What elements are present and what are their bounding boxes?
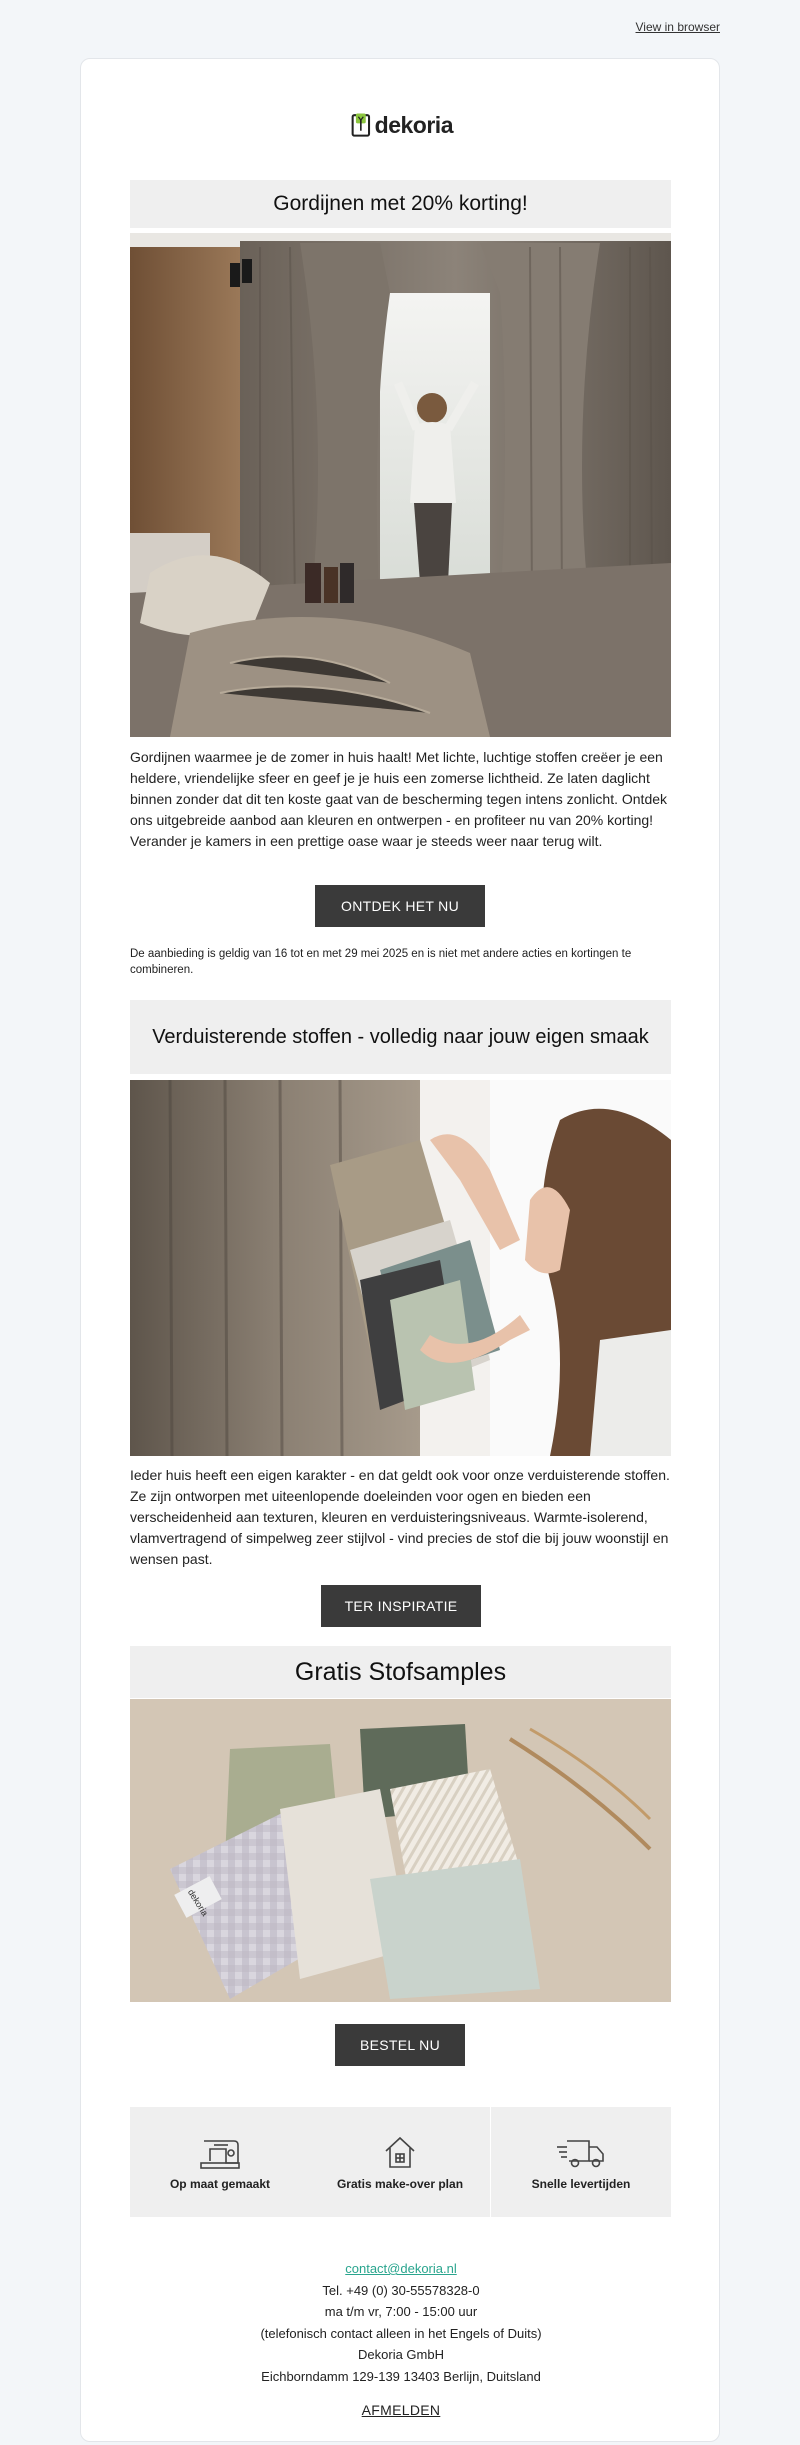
feature-label: Gratis make-over plan bbox=[336, 2177, 464, 2191]
feature-made-to-measure bbox=[130, 2107, 310, 2217]
features-bar bbox=[130, 2107, 671, 2217]
house-icon bbox=[380, 2133, 420, 2171]
section-title-blackout: Verduisterende stoffen - volledig naar jouw eigen smaak bbox=[130, 1000, 671, 1074]
curtains-bedroom-image[interactable] bbox=[130, 233, 671, 737]
blackout-fabrics-image[interactable] bbox=[130, 1080, 671, 1456]
curtains-description: Gordijnen waarmee je de zomer in huis haalt! Met lichte, luchtige stoffen creëer je een heldere, vriendelijke sfeer en geef je je huis een zomerse lichtheid. Ze laten daglicht binnen zonder dat dit ten koste gaat van de bescherming tegen intens zonlicht. Ontdek ons uitgebreide aanbod aan kleuren en ontwerpen - en profiteer nu van 20% korting! Verander je kamers in een prettige oase waar je steeds weer naar terug wilt. bbox=[130, 749, 668, 849]
contact-hours: ma t/m vr, 7:00 - 15:00 uur bbox=[324, 2304, 478, 2319]
delivery-truck-icon bbox=[555, 2133, 607, 2171]
feature-makeover-plan bbox=[310, 2107, 490, 2217]
inspiration-button[interactable]: TER INSPIRATIE bbox=[321, 1585, 481, 1627]
contact-email-link[interactable]: contact@dekoria.nl bbox=[345, 2261, 457, 2276]
company-address: Eichborndamm 129-139 13403 Berlijn, Duitsland bbox=[261, 2368, 541, 2384]
feature-label: Op maat gemaakt bbox=[169, 2177, 271, 2191]
fabric-samples-image[interactable] bbox=[130, 1699, 671, 2002]
contact-language-note: (telefonisch contact alleen in het Engels of Duits) bbox=[260, 2325, 542, 2341]
logo-mark-icon bbox=[351, 110, 371, 140]
feature-label: Snelle levertijden bbox=[531, 2177, 631, 2191]
feature-fast-delivery bbox=[490, 2107, 671, 2217]
view-in-browser-link[interactable]: View in browser bbox=[635, 20, 720, 34]
section-title-samples: Gratis Stofsamples bbox=[130, 1646, 671, 1698]
company-name: Dekoria GmbH bbox=[358, 2347, 444, 2362]
email-card bbox=[80, 58, 720, 2442]
contact-phone: Tel. +49 (0) 30-55578328-0 bbox=[322, 2282, 480, 2298]
sewing-machine-icon bbox=[198, 2133, 242, 2171]
order-now-button[interactable]: BESTEL NU bbox=[335, 2024, 465, 2066]
blackout-description: Ieder huis heeft een eigen karakter - en dat geldt ook voor onze verduisterende stoffen. Ze zijn ontworpen met uiteenlopende doeleinden voor ogen en bieden een verscheidenheid aan texturen, kleuren en verduisteringsniveaus. Warmte-isolerend, vlamvertragend of simpelweg zeer stijlvol - vind precies de stof die bij jouw woonstijl en wensen past. bbox=[130, 1467, 670, 1567]
unsubscribe-row bbox=[81, 2402, 721, 2420]
section-title-curtains: Gordijnen met 20% korting! bbox=[130, 180, 671, 228]
contact-footer bbox=[81, 2258, 721, 2387]
logo-wordmark: dekoria bbox=[374, 111, 453, 138]
dekoria-logo[interactable] bbox=[351, 109, 453, 141]
offer-disclaimer: De aanbieding is geldig van 16 tot en met 29 mei 2025 en is niet met andere acties en kortingen te combineren. bbox=[130, 948, 632, 976]
sample-tag-text: dekoria bbox=[185, 1887, 211, 1918]
discover-now-button[interactable]: ONTDEK HET NU bbox=[315, 885, 485, 927]
unsubscribe-link[interactable]: AFMELDEN bbox=[361, 2402, 441, 2418]
